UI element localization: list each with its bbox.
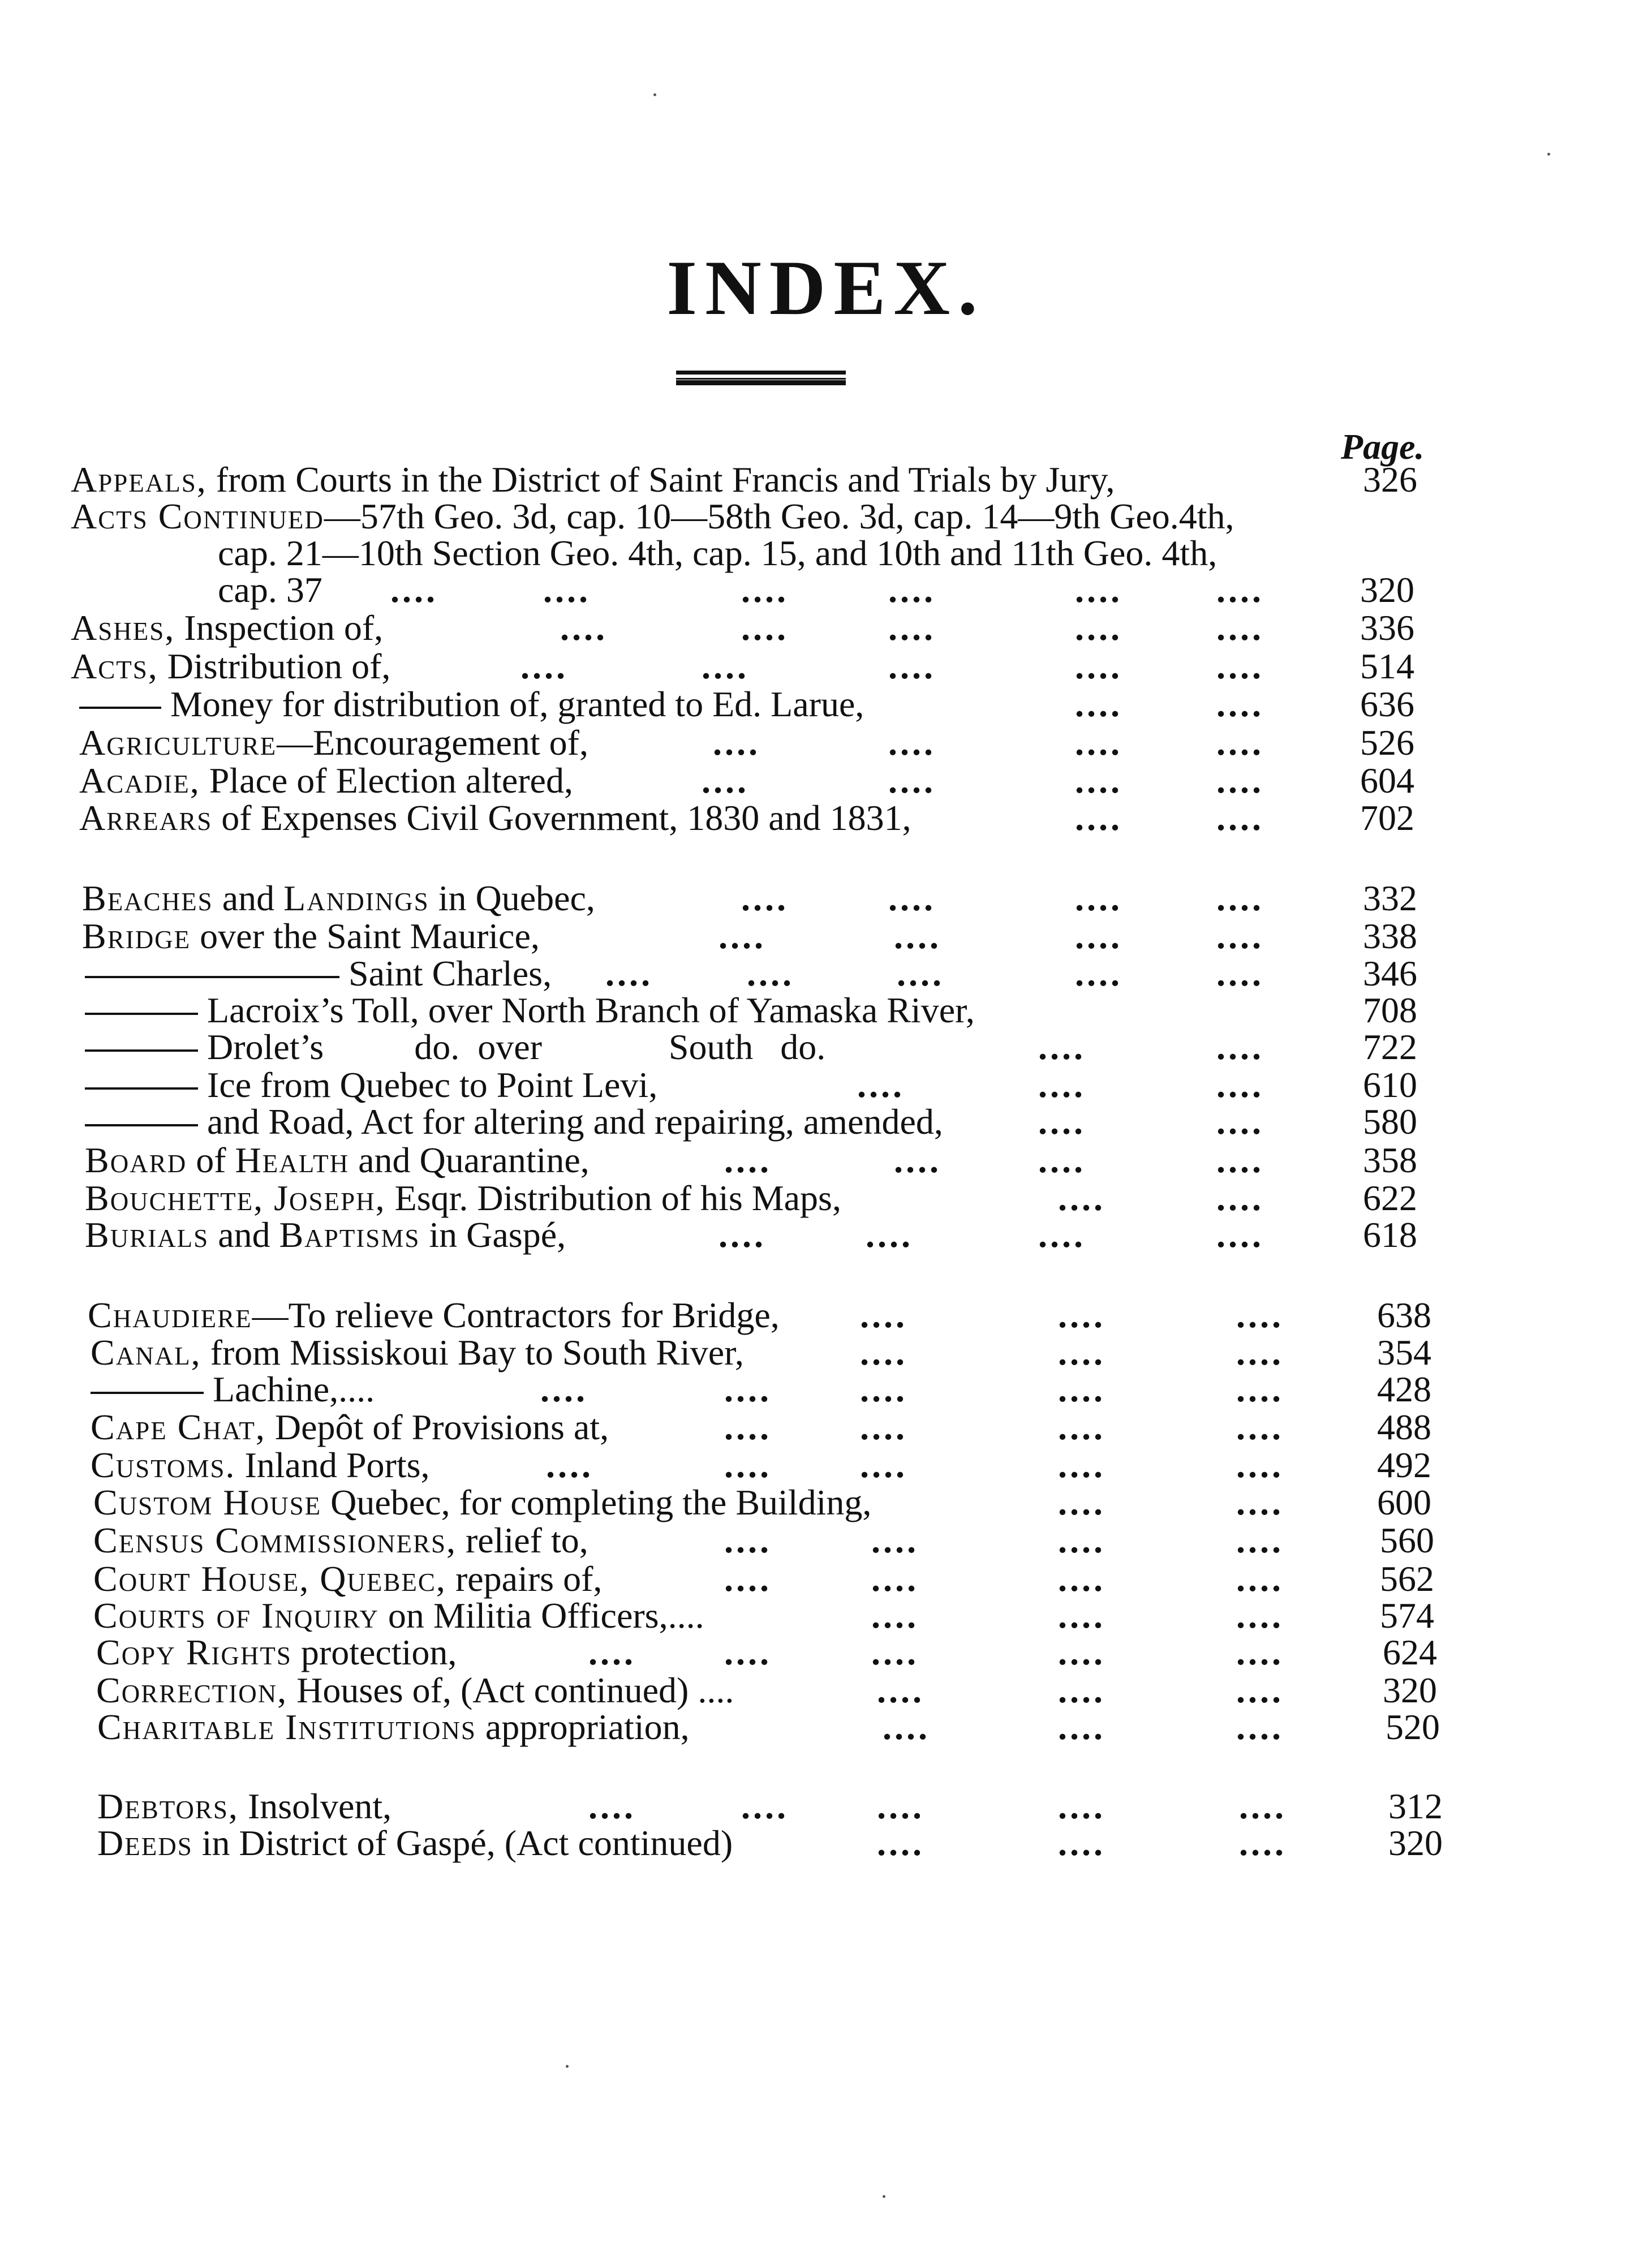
dot-leader: .... xyxy=(724,1445,772,1485)
dot-leader: .... xyxy=(1216,722,1264,763)
dot-leader: .... xyxy=(1216,916,1264,956)
entry-text xyxy=(88,1297,780,1334)
dot-leader: .... xyxy=(1216,1215,1264,1255)
dot-leader: .... xyxy=(888,570,936,610)
index-entry xyxy=(97,1709,1471,1746)
dot-leader: .... xyxy=(1058,1482,1105,1522)
dot-leader: .... xyxy=(888,608,936,648)
dot-leader: .... xyxy=(1216,1102,1264,1142)
dot-leader: .... xyxy=(1216,760,1264,801)
entry-description: Inland Ports, xyxy=(235,1445,430,1485)
entry-heading: Appeals, xyxy=(71,459,207,500)
dot-leader: .... xyxy=(741,570,789,610)
dot-leader: .... xyxy=(546,1445,593,1485)
dot-leader: .... xyxy=(1216,878,1264,918)
entry-description: —57th Geo. 3d, cap. 10—58th Geo. 3d, cap. 14—9th Geo.4th, xyxy=(324,496,1234,536)
entry-text xyxy=(79,724,588,761)
dot-leader: .... xyxy=(1216,646,1264,686)
entry-text xyxy=(85,955,552,992)
entry-text xyxy=(82,918,540,955)
dot-leader: .... xyxy=(1058,1707,1105,1747)
entry-heading: Bridge xyxy=(82,916,191,956)
entry-description: over the Saint Maurice, xyxy=(191,916,540,956)
entry-description-tail: in Quebec, xyxy=(429,878,595,918)
entry-heading: Deeds xyxy=(97,1823,193,1863)
dot-leader: .... xyxy=(883,1707,930,1747)
dot-leader: .... xyxy=(860,1332,907,1372)
entry-heading: Acadie, xyxy=(79,760,200,801)
index-entry xyxy=(85,1066,1471,1104)
entry-heading: Debtors, xyxy=(97,1786,239,1826)
index-entry xyxy=(85,955,1471,992)
entry-text xyxy=(85,1216,566,1254)
entry-text xyxy=(91,1334,744,1371)
entry-text xyxy=(71,461,1115,498)
entry-text xyxy=(97,1709,690,1746)
entry-description: from Courts in the District of Saint Francis and Trials by Jury, xyxy=(206,459,1115,500)
dot-leader: .... xyxy=(1058,1407,1105,1447)
dot-leader: .... xyxy=(1075,760,1122,801)
ditto-dash xyxy=(85,1013,198,1015)
dot-leader: .... xyxy=(1216,953,1264,993)
page-number: 354 xyxy=(1377,1332,1431,1372)
entry-description: Houses of, (Act continued) .... xyxy=(287,1670,734,1710)
entry-heading: Agriculture xyxy=(79,722,277,763)
dot-leader: .... xyxy=(888,722,936,763)
entry-description: and Road, Act for altering and repairing, amended, xyxy=(207,1102,943,1142)
dot-leader: .... xyxy=(520,646,568,686)
page-number: 520 xyxy=(1386,1707,1440,1747)
dot-leader: .... xyxy=(702,760,749,801)
page-number: 346 xyxy=(1363,953,1417,993)
dot-leader: .... xyxy=(1038,1027,1086,1067)
dot-leader: .... xyxy=(888,646,936,686)
page-number: 336 xyxy=(1360,608,1414,648)
dot-leader: .... xyxy=(1236,1595,1284,1636)
entry-text xyxy=(91,1409,609,1446)
dot-leader: .... xyxy=(719,1215,766,1255)
entry-text xyxy=(79,799,911,837)
entry-description: repairs of, xyxy=(446,1559,603,1599)
dot-leader: .... xyxy=(1038,1065,1086,1105)
dot-leader: .... xyxy=(1058,1823,1105,1863)
entry-text xyxy=(85,1180,841,1217)
page-number: 358 xyxy=(1363,1140,1417,1180)
entry-text xyxy=(96,1634,457,1671)
page-number: 514 xyxy=(1360,646,1414,686)
index-entry xyxy=(88,1297,1471,1334)
title-rule xyxy=(676,371,846,385)
entry-text xyxy=(82,880,595,917)
dot-leader: .... xyxy=(871,1559,919,1599)
dot-leader: .... xyxy=(1038,1140,1086,1180)
entry-heading: Charitable Institutions xyxy=(97,1707,476,1747)
dot-leader: .... xyxy=(1075,878,1122,918)
dot-leader: .... xyxy=(1075,916,1122,956)
page-number: 702 xyxy=(1360,798,1414,838)
entry-text xyxy=(91,1371,375,1408)
dot-leader: .... xyxy=(390,570,438,610)
dot-leader: .... xyxy=(1075,570,1122,610)
index-entry xyxy=(71,609,1471,647)
dot-leader: .... xyxy=(1038,1215,1086,1255)
dot-leader: .... xyxy=(1075,798,1122,838)
entry-description: cap. 37 xyxy=(218,570,322,610)
page-number: 600 xyxy=(1377,1482,1431,1522)
ditto-dash xyxy=(85,1049,198,1052)
ditto-dash xyxy=(85,1087,198,1090)
entry-description: Depôt of Provisions at, xyxy=(265,1407,609,1447)
index-entry xyxy=(91,1334,1471,1371)
dot-leader: .... xyxy=(1216,1178,1264,1218)
entry-description: Ice from Quebec to Point Levi, xyxy=(207,1065,658,1105)
entry-description: Saint Charles, xyxy=(349,953,552,993)
dot-leader: .... xyxy=(894,916,941,956)
entry-text xyxy=(93,1522,588,1559)
dot-leader: .... xyxy=(866,1215,913,1255)
entry-description: on Militia Officers,.... xyxy=(378,1595,704,1636)
dot-leader: .... xyxy=(702,646,749,686)
entry-text xyxy=(79,686,864,723)
dot-leader: .... xyxy=(1058,1178,1105,1218)
entry-description: Lachine,.... xyxy=(213,1369,375,1409)
dot-leader: .... xyxy=(877,1786,924,1826)
entry-heading: Acts Continued xyxy=(71,496,324,536)
dot-leader: .... xyxy=(1058,1632,1105,1672)
entry-heading-secondary: Landings xyxy=(283,878,429,918)
paper-speck xyxy=(883,2195,885,2198)
entry-text xyxy=(97,1825,733,1862)
entry-text xyxy=(79,762,573,799)
page-number: 722 xyxy=(1363,1027,1417,1067)
dot-leader: .... xyxy=(871,1595,919,1636)
entry-description: cap. 21—10th Section Geo. 4th, cap. 15, and 10th and 11th Geo. 4th, xyxy=(218,533,1218,573)
page-number: 636 xyxy=(1360,684,1414,724)
entry-heading: Burials xyxy=(85,1215,209,1255)
dot-leader: .... xyxy=(1239,1786,1287,1826)
entry-text xyxy=(85,1103,943,1141)
index-entry xyxy=(85,992,1471,1029)
index-entry xyxy=(85,1103,1471,1141)
dot-leader: .... xyxy=(1236,1332,1284,1372)
dot-leader: .... xyxy=(543,570,591,610)
index-entry xyxy=(93,1597,1471,1634)
dot-leader: .... xyxy=(877,1823,924,1863)
entry-description: from Missiskoui Bay to South River, xyxy=(201,1332,744,1372)
index-entry xyxy=(97,1788,1471,1825)
entry-heading: Customs. xyxy=(91,1445,236,1485)
dot-leader: .... xyxy=(888,760,936,801)
dot-leader: .... xyxy=(1058,1595,1105,1636)
dot-leader: .... xyxy=(724,1559,772,1599)
dot-leader: .... xyxy=(860,1445,907,1485)
dot-leader: .... xyxy=(1216,1065,1264,1105)
dot-leader: .... xyxy=(877,1670,924,1710)
dot-leader: .... xyxy=(860,1295,907,1335)
dot-leader: .... xyxy=(1236,1520,1284,1560)
dot-leader: .... xyxy=(724,1369,772,1409)
entry-text xyxy=(71,498,1234,535)
entry-heading: Arrears xyxy=(79,798,213,838)
dot-leader: .... xyxy=(1236,1482,1284,1522)
dot-leader: .... xyxy=(724,1407,772,1447)
entry-description: Inspection of, xyxy=(175,608,384,648)
dot-leader: .... xyxy=(713,722,760,763)
ditto-dash xyxy=(79,707,161,709)
index-entry xyxy=(79,686,1471,723)
entry-heading: Correction, xyxy=(96,1670,288,1710)
entry-heading: Census Commissioners, xyxy=(93,1520,457,1560)
page-number: 604 xyxy=(1360,760,1414,801)
index-entry xyxy=(71,498,1471,535)
page-number: 624 xyxy=(1383,1632,1437,1672)
entry-description: Distribution of, xyxy=(158,646,391,686)
entry-description: Money for distribution of, granted to Ed. Larue, xyxy=(170,684,864,724)
index-entry xyxy=(91,1371,1471,1408)
entry-description: Insolvent, xyxy=(238,1786,392,1826)
index-entry xyxy=(91,1447,1471,1484)
dot-leader: .... xyxy=(1236,1369,1284,1409)
entry-description: relief to, xyxy=(456,1520,588,1560)
dot-leader: .... xyxy=(1075,722,1122,763)
dot-leader: .... xyxy=(1058,1520,1105,1560)
entry-description: —Encouragement of, xyxy=(277,722,588,763)
entry-description: Esqr. Distribution of his Maps, xyxy=(385,1178,841,1218)
dot-leader: .... xyxy=(1216,1140,1264,1180)
dot-leader: .... xyxy=(588,1632,636,1672)
dot-leader: .... xyxy=(1216,570,1264,610)
dot-leader: .... xyxy=(1075,608,1122,648)
ditto-dash xyxy=(91,1392,204,1394)
page-number: 492 xyxy=(1377,1445,1431,1485)
entry-description-tail: and Quarantine, xyxy=(349,1140,590,1180)
index-entry xyxy=(91,1409,1471,1446)
page-number: 618 xyxy=(1363,1215,1417,1255)
entry-description: Lacroix’s Toll, over North Branch of Yamaska River, xyxy=(207,990,975,1030)
entry-text xyxy=(85,1142,590,1179)
dot-leader: .... xyxy=(1058,1559,1105,1599)
dot-leader: .... xyxy=(1239,1823,1287,1863)
page-number: 320 xyxy=(1388,1823,1443,1863)
page-column-header: Page. xyxy=(1341,427,1425,467)
dot-leader: .... xyxy=(1236,1707,1284,1747)
entry-text xyxy=(91,1447,430,1484)
entry-text xyxy=(85,1066,657,1104)
entry-description-tail: in Gaspé, xyxy=(420,1215,566,1255)
entry-text xyxy=(71,648,390,685)
dot-leader: .... xyxy=(741,608,789,648)
dot-leader: .... xyxy=(605,953,653,993)
page-number: 488 xyxy=(1377,1407,1431,1447)
index-entry xyxy=(96,1672,1471,1709)
entry-heading: Bouchette, Joseph, xyxy=(85,1178,386,1218)
dot-leader: .... xyxy=(1236,1295,1284,1335)
dot-leader: .... xyxy=(1236,1407,1284,1447)
dot-leader: .... xyxy=(1058,1369,1105,1409)
index-entry xyxy=(93,1484,1471,1521)
page-number: 610 xyxy=(1363,1065,1417,1105)
page-number: 320 xyxy=(1383,1670,1437,1710)
dot-leader: .... xyxy=(871,1520,919,1560)
entry-text xyxy=(218,535,1217,572)
dot-leader: .... xyxy=(747,953,794,993)
dot-leader: .... xyxy=(1075,646,1122,686)
entry-heading: Beaches xyxy=(82,878,213,918)
dot-leader: .... xyxy=(724,1632,772,1672)
dot-leader: .... xyxy=(741,878,789,918)
dot-leader: .... xyxy=(871,1632,919,1672)
page-number: 574 xyxy=(1380,1595,1434,1636)
entry-description: of Expenses Civil Government, 1830 and 1831, xyxy=(212,798,911,838)
ditto-dash xyxy=(85,976,339,978)
dot-leader: .... xyxy=(857,1065,905,1105)
index-entry xyxy=(79,724,1471,761)
entry-heading: Ashes, xyxy=(71,608,175,648)
page-number: 320 xyxy=(1360,570,1414,610)
entry-description: of xyxy=(187,1140,235,1180)
dot-leader: .... xyxy=(540,1369,588,1409)
entry-description: Quebec, for completing the Building, xyxy=(321,1482,872,1522)
ditto-dash xyxy=(85,1124,198,1126)
entry-description: Drolet’s do. over South do. xyxy=(207,1027,826,1067)
dot-leader: .... xyxy=(897,953,944,993)
dot-leader: .... xyxy=(724,1520,772,1560)
index-entry xyxy=(79,762,1471,799)
entry-text xyxy=(93,1560,602,1598)
dot-leader: .... xyxy=(1216,798,1264,838)
index-entry xyxy=(85,1180,1471,1217)
dot-leader: .... xyxy=(1058,1670,1105,1710)
entry-text xyxy=(96,1672,734,1709)
entry-heading-secondary: Baptisms xyxy=(279,1215,420,1255)
entry-text xyxy=(85,992,975,1029)
entry-text xyxy=(93,1484,871,1521)
index-entry xyxy=(82,880,1471,917)
page-number: 338 xyxy=(1363,916,1417,956)
entry-heading: Canal, xyxy=(91,1332,201,1372)
entry-text xyxy=(218,571,322,609)
index-entry xyxy=(218,571,1471,609)
page-number: 428 xyxy=(1377,1369,1431,1409)
page-number: 638 xyxy=(1377,1295,1431,1335)
entry-heading: Acts, xyxy=(71,646,158,686)
entry-heading: Copy Rights xyxy=(96,1632,292,1672)
index-entry xyxy=(71,461,1471,498)
index-entry xyxy=(85,1029,1471,1066)
dot-leader: .... xyxy=(1236,1632,1284,1672)
index-entry xyxy=(71,648,1471,685)
page-number: 312 xyxy=(1388,1786,1443,1826)
dot-leader: .... xyxy=(1058,1332,1105,1372)
index-entry xyxy=(93,1560,1471,1598)
entry-heading: Chaudiere xyxy=(88,1295,252,1335)
entry-heading: Cape Chat, xyxy=(91,1407,266,1447)
dot-leader: .... xyxy=(1058,1786,1105,1826)
dot-leader: .... xyxy=(1216,608,1264,648)
dot-leader: .... xyxy=(719,916,766,956)
entry-description: in District of Gaspé, (Act continued) xyxy=(192,1823,733,1863)
page-number: 526 xyxy=(1360,722,1414,763)
page-number: 560 xyxy=(1380,1520,1434,1560)
entry-description: and xyxy=(209,1215,279,1255)
dot-leader: .... xyxy=(1075,684,1122,724)
entry-description: protection, xyxy=(291,1632,457,1672)
entry-heading-secondary: Health xyxy=(235,1140,350,1180)
entry-description: Place of Election altered, xyxy=(200,760,573,801)
dot-leader: .... xyxy=(560,608,608,648)
dot-leader: .... xyxy=(888,878,936,918)
page-number: 622 xyxy=(1363,1178,1417,1218)
dot-leader: .... xyxy=(894,1140,941,1180)
index-entry xyxy=(218,535,1471,572)
paper-speck xyxy=(1547,153,1550,156)
entry-description: and xyxy=(213,878,284,918)
dot-leader: .... xyxy=(1058,1445,1105,1485)
entry-description: appropriation, xyxy=(476,1707,690,1747)
dot-leader: .... xyxy=(724,1140,772,1180)
page-number: 562 xyxy=(1380,1559,1434,1599)
index-entry xyxy=(79,799,1471,837)
entry-heading: Court House, Quebec, xyxy=(93,1559,446,1599)
dot-leader: .... xyxy=(860,1369,907,1409)
entry-heading: Custom House xyxy=(93,1482,322,1522)
index-entry xyxy=(93,1522,1471,1559)
dot-leader: .... xyxy=(1236,1670,1284,1710)
dot-leader: .... xyxy=(1216,1027,1264,1067)
entry-text xyxy=(85,1029,825,1066)
index-entry xyxy=(85,1216,1471,1254)
index-entry xyxy=(82,918,1471,955)
dot-leader: .... xyxy=(1058,1295,1105,1335)
dot-leader: .... xyxy=(1075,953,1122,993)
page-number: 708 xyxy=(1363,990,1417,1030)
dot-leader: .... xyxy=(860,1407,907,1447)
entry-heading: Board xyxy=(85,1140,187,1180)
entry-text xyxy=(71,609,383,647)
dot-leader: .... xyxy=(1216,684,1264,724)
entry-text xyxy=(93,1597,704,1634)
index-entry xyxy=(85,1142,1471,1179)
entry-heading: Courts of Inquiry xyxy=(93,1595,379,1636)
entry-description: —To relieve Contractors for Bridge, xyxy=(252,1295,780,1335)
dot-leader: .... xyxy=(1236,1445,1284,1485)
dot-leader: .... xyxy=(1236,1559,1284,1599)
dot-leader: .... xyxy=(1038,1102,1086,1142)
entry-text xyxy=(97,1788,392,1825)
paper-speck xyxy=(566,2065,569,2068)
dot-leader: .... xyxy=(588,1786,636,1826)
dot-leader: .... xyxy=(741,1786,789,1826)
page-number: 580 xyxy=(1363,1102,1417,1142)
paper-speck xyxy=(653,93,656,96)
page-number: 326 xyxy=(1363,459,1417,500)
index-entry xyxy=(96,1634,1471,1671)
index-entry xyxy=(97,1825,1471,1862)
page-title: INDEX. xyxy=(666,244,986,331)
page-number: 332 xyxy=(1363,878,1417,918)
